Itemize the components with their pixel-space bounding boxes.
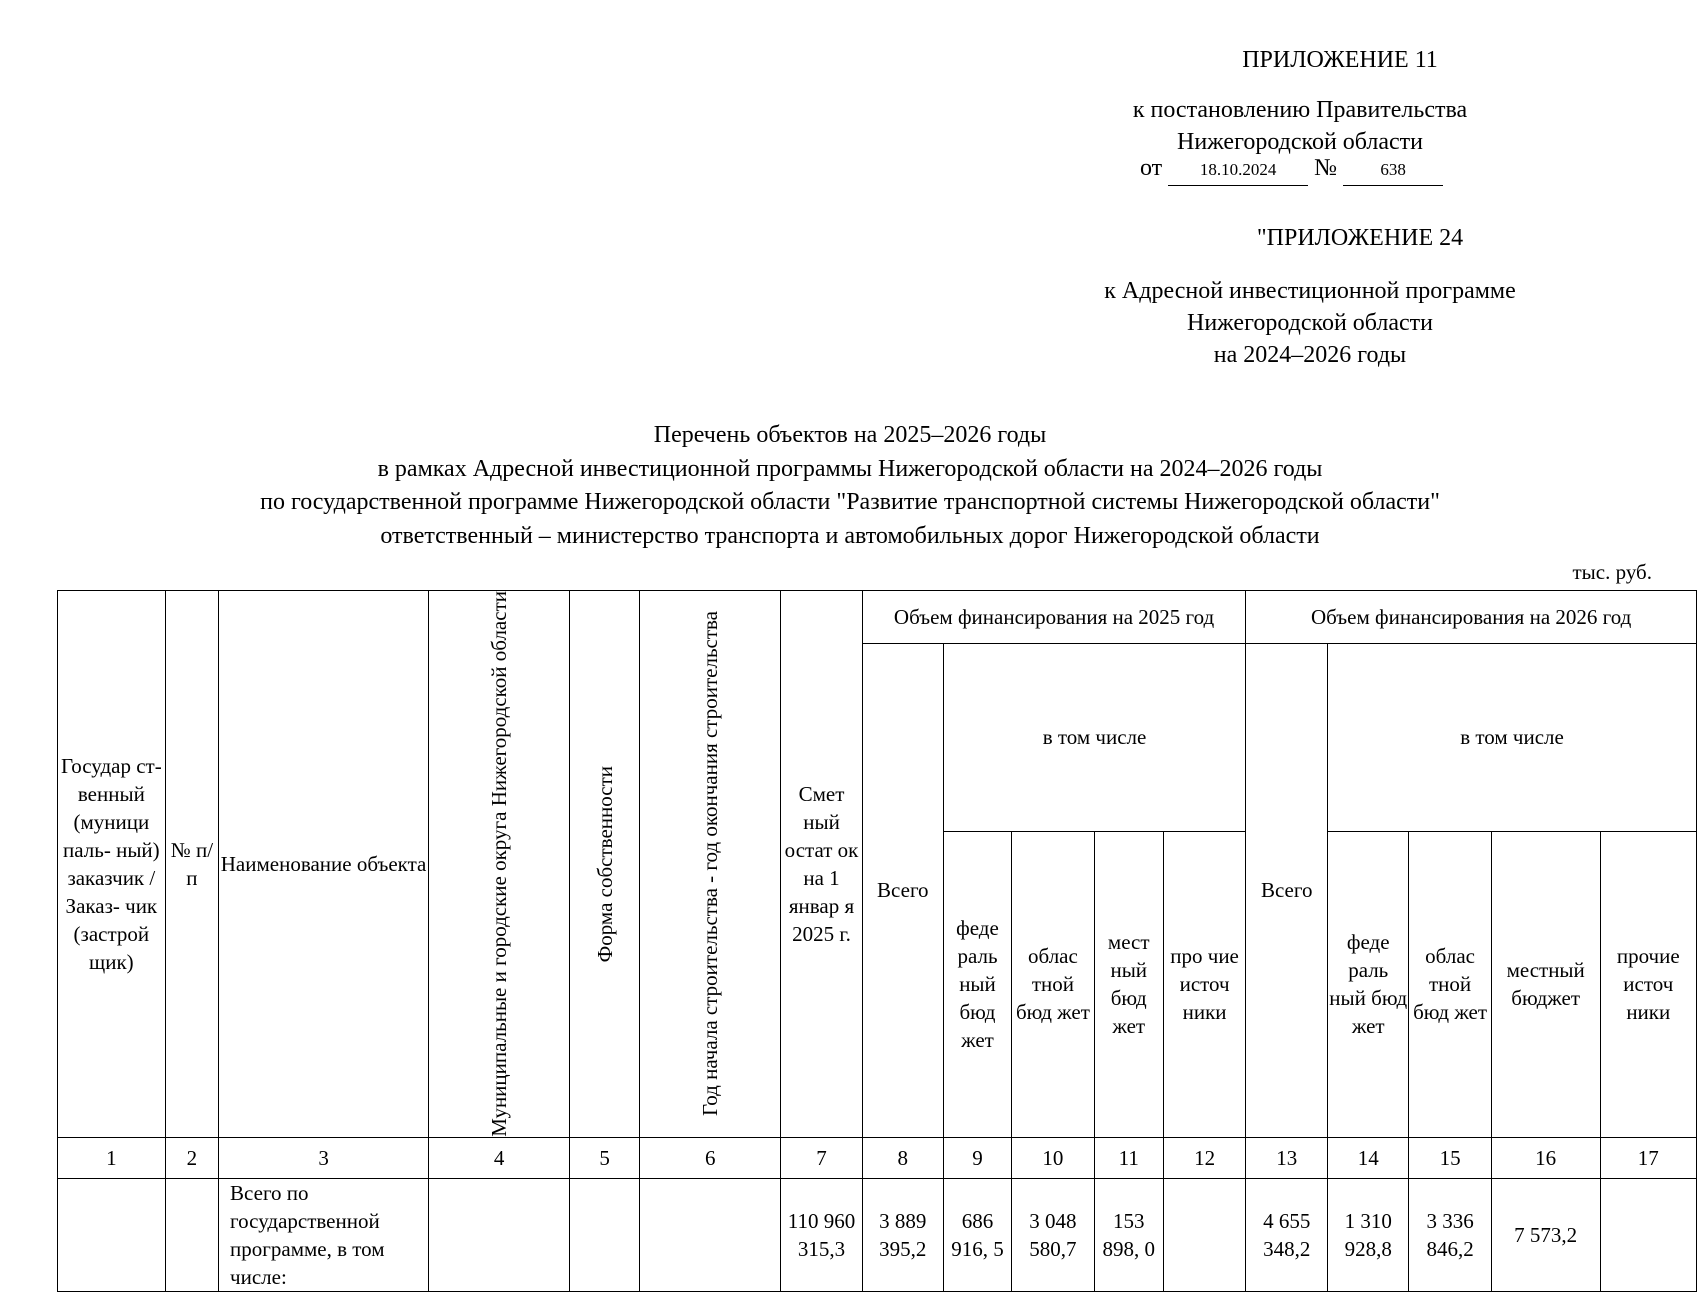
header-federal-2025: феде раль ный бюд жет <box>943 831 1011 1137</box>
cell-years <box>640 1178 781 1291</box>
header-financing-2025: Объем финансирования на 2025 год <box>862 591 1245 644</box>
cell-local-2025: 153 898, 0 <box>1094 1178 1163 1291</box>
column-number-cell: 6 <box>640 1137 781 1178</box>
column-number-cell: 17 <box>1600 1137 1696 1178</box>
column-number-cell: 3 <box>219 1137 429 1178</box>
header-federal-2026: феде раль ный бюд жет <box>1328 831 1409 1137</box>
cell-regional-2026: 3 336 846,2 <box>1409 1178 1491 1291</box>
decree-date-line <box>1140 155 1443 186</box>
title-line-1: Перечень объектов на 2025–2026 годы <box>653 422 1047 448</box>
header-total-2025: Всего <box>862 644 943 1138</box>
column-number-cell: 2 <box>165 1137 218 1178</box>
aip-line-2: Нижегородской области <box>1186 310 1434 336</box>
decree-line-2: Нижегородской области <box>1176 129 1424 155</box>
column-number-cell: 9 <box>943 1137 1011 1178</box>
column-number-cell: 5 <box>570 1137 640 1178</box>
units-label: тыс. руб. <box>1572 560 1652 584</box>
title-line-3: по государственной программе Нижегородской области "Развитие транспортной системы Нижегородской области" <box>260 489 1440 515</box>
column-number-cell: 10 <box>1012 1137 1094 1178</box>
cell-ownership <box>570 1178 640 1291</box>
column-number-cell: 4 <box>429 1137 570 1178</box>
cell-customer <box>58 1178 166 1291</box>
appendix-24-heading: "ПРИЛОЖЕНИЕ 24 <box>1256 225 1464 251</box>
column-number-cell: 1 <box>58 1137 166 1178</box>
header-ownership-form-text: Форма собственности <box>592 765 617 963</box>
header-number: № п/п <box>165 591 218 1138</box>
cell-local-2026: 7 573,2 <box>1491 1178 1600 1291</box>
cell-other-2026 <box>1600 1178 1696 1291</box>
header-construction-years-text: Год начала строительства - год окончания строительства <box>698 611 723 1117</box>
column-number-cell: 8 <box>862 1137 943 1178</box>
header-other-2025: про чие источ ники <box>1163 831 1245 1137</box>
column-number-cell: 11 <box>1094 1137 1163 1178</box>
header-including-2026: в том числе <box>1328 644 1697 832</box>
header-local-2025: мест ный бюд жет <box>1094 831 1163 1137</box>
header-construction-years <box>640 591 781 1138</box>
decree-number: 638 <box>1343 161 1443 186</box>
header-regional-2026: облас тной бюд жет <box>1409 831 1491 1137</box>
cell-federal-2026: 1 310 928,8 <box>1328 1178 1409 1291</box>
decree-reference <box>1060 94 1540 158</box>
aip-reference <box>1060 275 1560 371</box>
column-numbers-row <box>58 1137 1697 1178</box>
aip-line-3: на 2024–2026 годы <box>1213 342 1407 368</box>
column-number-cell: 12 <box>1163 1137 1245 1178</box>
decree-line-1: к постановлению Правительства <box>1132 97 1468 123</box>
title-line-4: ответственный – министерство транспорта и автомобильных дорог Нижегородской области <box>380 522 1320 549</box>
cell-total-2025: 3 889 395,2 <box>862 1178 943 1291</box>
cell-regional-2025: 3 048 580,7 <box>1012 1178 1094 1291</box>
column-number-cell: 16 <box>1491 1137 1600 1178</box>
header-other-2026: прочие источ ники <box>1600 831 1696 1137</box>
aip-line-1: к Адресной инвестиционной программе <box>1104 278 1516 304</box>
header-customer: Государ ст- венный (муници паль- ный) заказчик / Заказ- чик (застрой щик) <box>58 591 166 1138</box>
cell-remainder: 110 960 315,3 <box>781 1178 863 1291</box>
header-object-name: Наименование объекта <box>219 591 429 1138</box>
header-local-2026: местный бюджет <box>1491 831 1600 1137</box>
header-including-2025: в том числе <box>943 644 1246 832</box>
header-regional-2025: облас тной бюд жет <box>1012 831 1094 1137</box>
column-number-cell: 15 <box>1409 1137 1491 1178</box>
header-municipal-districts-text: Муниципальные и городские округа Нижегородской области <box>487 591 512 1137</box>
column-number-cell: 13 <box>1246 1137 1328 1178</box>
header-financing-2026: Объем финансирования на 2026 год <box>1246 591 1697 644</box>
header-estimate-remainder: Смет ный остат ок на 1 январ я 2025 г. <box>781 591 863 1138</box>
decree-date: 18.10.2024 <box>1168 161 1308 186</box>
appendix-11-heading: ПРИЛОЖЕНИЕ 11 <box>1242 47 1438 73</box>
from-label: от <box>1140 155 1163 181</box>
objects-table <box>57 590 1697 1292</box>
column-number-cell: 7 <box>781 1137 863 1178</box>
document-title <box>100 419 1600 553</box>
header-total-2026: Всего <box>1246 644 1328 1138</box>
table-row <box>58 1178 1697 1291</box>
cell-other-2025 <box>1163 1178 1245 1291</box>
cell-total-2026: 4 655 348,2 <box>1246 1178 1328 1291</box>
title-line-2: в рамках Адресной инвестиционной программы Нижегородской области на 2024–2026 годы <box>377 455 1323 482</box>
header-ownership-form <box>570 591 640 1138</box>
cell-object-name: Всего по государственной программе, в том числе: <box>219 1178 429 1291</box>
cell-number <box>165 1178 218 1291</box>
number-label: № <box>1314 155 1338 181</box>
cell-municipal <box>429 1178 570 1291</box>
header-municipal-districts <box>429 591 570 1138</box>
column-number-cell: 14 <box>1328 1137 1409 1178</box>
cell-federal-2025: 686 916, 5 <box>943 1178 1011 1291</box>
